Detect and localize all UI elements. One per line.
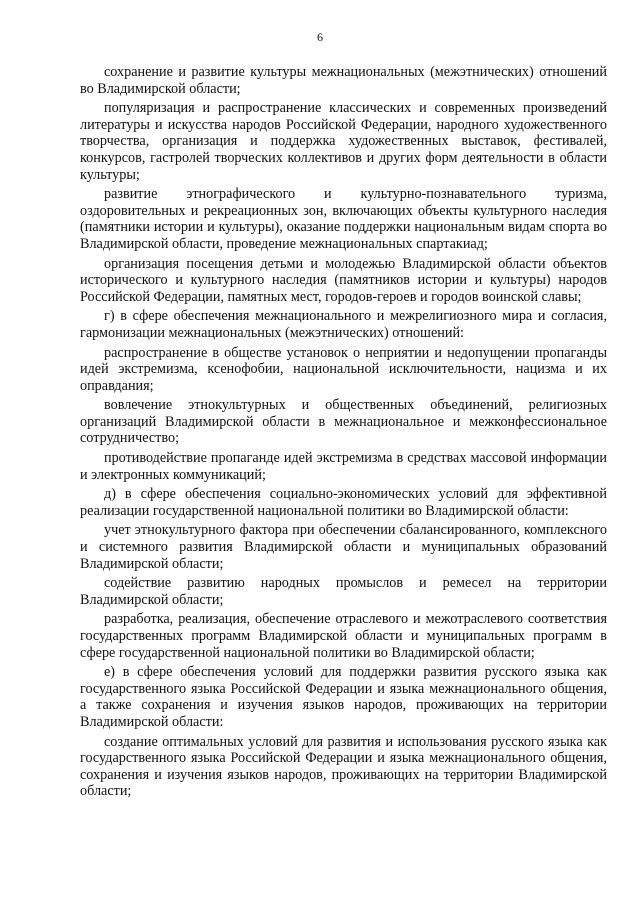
page-number: 6 [317,30,323,44]
paragraph-7: вовлечение этнокультурных и общественных объединений, религиозных организаций Владимирской области в межнациональное и межконфессиональное сотрудничество; [80,397,607,447]
paragraph-14: создание оптимальных условий для развития и использования русского языка как государственного языка Российской Федерации и языка межнационального общения, сохранения и изучения языков народов, проживающих на территории Владимирской области; [80,733,607,800]
paragraph-8: противодействие пропаганде идей экстремизма в средствах массовой информации и электронных коммуникаций; [80,450,607,483]
paragraph-4: организация посещения детьми и молодежью Владимирской области объектов исторического и культурного наследия (памятников истории и культуры) народов Российской Федерации, памятных мест, городов-героев и городов воинской славы; [80,255,607,305]
paragraph-13: е) в сфере обеспечения условий для поддержки развития русского языка как государственного языка Российской Федерации и языка межнационального общения, а также сохранения и изучения языков народов, проживающих на территории Владимирской области: [80,664,607,730]
paragraph-2: популяризация и распространение классических и современных произведений литературы и искусства народов Российской Федерации, народного художественного творчества, организация и поддержка художественных выставок, фестивалей, конкурсов, гастролей творческих коллективов и других форм деятельности в области культуры; [80,100,607,183]
paragraph-6: распространение в обществе установок о неприятии и недопущении пропаганды идей экстремизма, ксенофобии, национальной исключительности, нацизма и их оправдания; [80,344,607,394]
paragraph-3: развитие этнографического и культурно-познавательного туризма, оздоровительных и рекреационных зон, включающих объекты культурного наследия (памятники истории и культуры), оказание поддержки национальным видам спорта во Владимирской области, проведение межнациональных спартакиад; [80,186,607,252]
paragraph-5: г) в сфере обеспечения межнационального и межрелигиозного мира и согласия, гармонизации межнациональных (межэтнических) отношений: [80,308,607,341]
paragraph-11: содействие развитию народных промыслов и ремесел на территории Владимирской области; [80,575,607,608]
paragraph-9: д) в сфере обеспечения социально-экономических условий для эффективной реализации государственной национальной политики во Владимирской области: [80,486,607,519]
paragraph-1: сохранение и развитие культуры межнациональных (межэтнических) отношений во Владимирской области; [80,64,607,97]
paragraph-12: разработка, реализация, обеспечение отраслевого и межотраслевого соответствия государственных программ Владимирской области и муниципальных программ в сфере государственной национальной политики во Владимирской области; [80,611,607,661]
paragraph-10: учет этнокультурного фактора при обеспечении сбалансированного, комплексного и системного развития Владимирской области и муниципальных образований Владимирской области; [80,522,607,572]
document-body [80,64,607,803]
